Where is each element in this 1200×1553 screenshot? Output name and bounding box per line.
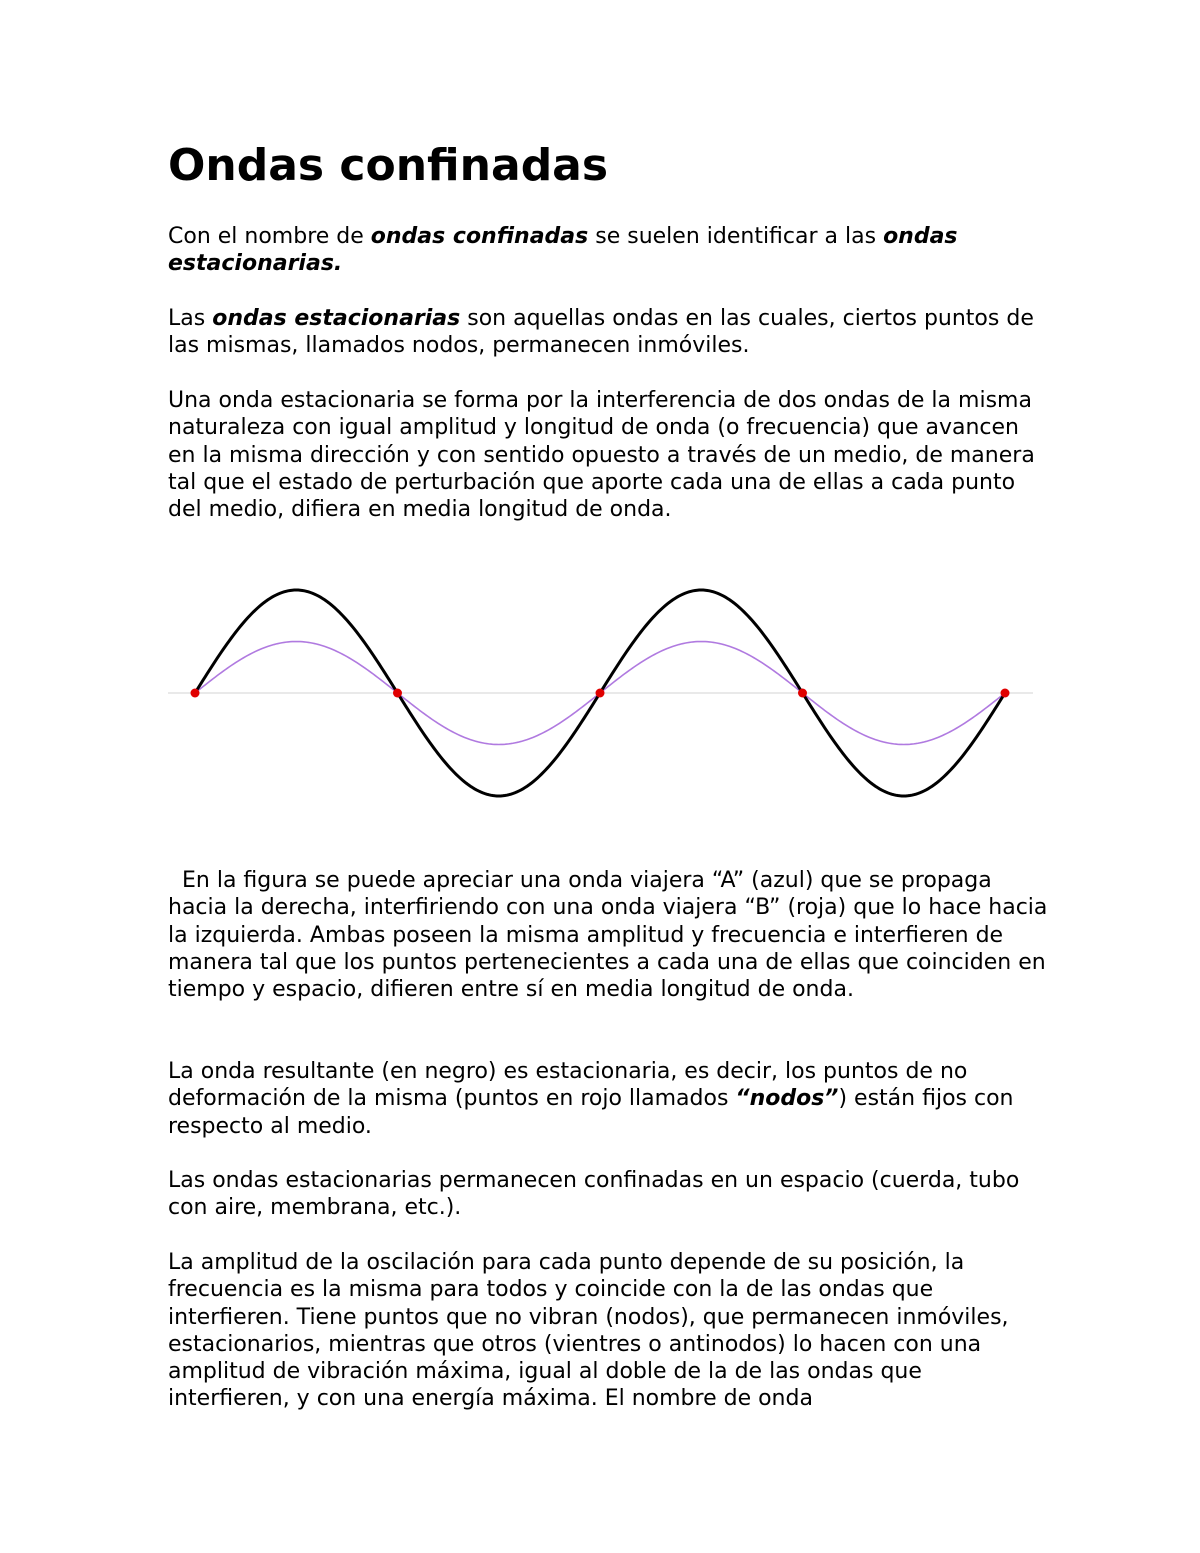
paragraph-intro — [168, 223, 1048, 278]
node-point — [596, 689, 605, 698]
intro-text-c: se suelen identificar a las — [588, 224, 884, 249]
node-point — [1001, 689, 1010, 698]
component-wave-line — [195, 642, 1005, 745]
paragraph-confined: Las ondas estacionarias permanecen confinadas en un espacio (cuerda, tubo con aire, membrana, etc.). — [168, 1168, 1020, 1221]
node-point — [798, 689, 807, 698]
definition-text-c: son aquellas ondas en las cuales, ciertos puntos de las mismas, llamados nodos, permanecen inmóviles. — [168, 306, 1034, 359]
resultant-text-c: ) están fijos con respecto al medio. — [168, 1086, 1014, 1139]
intro-emphasis-ondas-confinadas: ondas confinadas — [370, 224, 589, 249]
paragraph-resultant — [168, 1058, 1048, 1140]
node-point — [191, 689, 200, 698]
resultant-emphasis-nodos: “nodos” — [735, 1086, 839, 1112]
paragraph-amplitude: La amplitud de la oscilación para cada punto depende de su posición, la frecuencia es la misma para todos y coincide con la de las ondas que interfieren. Tiene puntos que no vibran (nodos), que permanecen inmóviles, estacionarios, mientras que otros (vientres o antinodos) lo hacen con una amplitud de vibración máxima, igual al doble de la de las ondas que interfieren, y con una energía máxima. El nombre de onda — [168, 1250, 1009, 1412]
paragraph-definition — [168, 305, 1048, 360]
definition-emphasis: ondas estacionarias — [212, 306, 461, 331]
resultant-wave-line — [195, 590, 1005, 796]
intro-emphasis-ondas-estacionarias: ondas estacionarias. — [168, 224, 958, 277]
definition-text-a: Las — [168, 306, 213, 331]
paragraph-figure-explanation: En la figura se puede apreciar una onda viajera “A” (azul) que se propaga hacia la derecha, interfiriendo con una onda viajera “B” (roja) que lo hace hacia la izquierda. Ambas poseen la misma amplitud y frecuencia e interfieren de manera tal que los puntos pertenecientes a cada una de ellas que coinciden en tiempo y espacio, difieren entre sí en media longitud de onda. — [168, 868, 1055, 1003]
document-title: Ondas confinadas — [168, 140, 609, 191]
resultant-text-a: La onda resultante (en negro) es estacionaria, es decir, los puntos de no deformación de la misma (puntos en rojo llamados — [168, 1059, 968, 1112]
standing-wave-diagram — [160, 570, 1040, 820]
intro-text-a: Con el nombre de — [168, 224, 371, 249]
paragraph-formation: Una onda estacionaria se forma por la interferencia de dos ondas de la misma naturaleza con igual amplitud y longitud de onda (o frecuencia) que avancen en la misma dirección y con sentido opuesto a través de un medio, de manera tal que el estado de perturbación que aporte cada una de ellas a cada punto del medio, difiera en media longitud de onda. — [168, 388, 1035, 523]
node-point — [393, 689, 402, 698]
